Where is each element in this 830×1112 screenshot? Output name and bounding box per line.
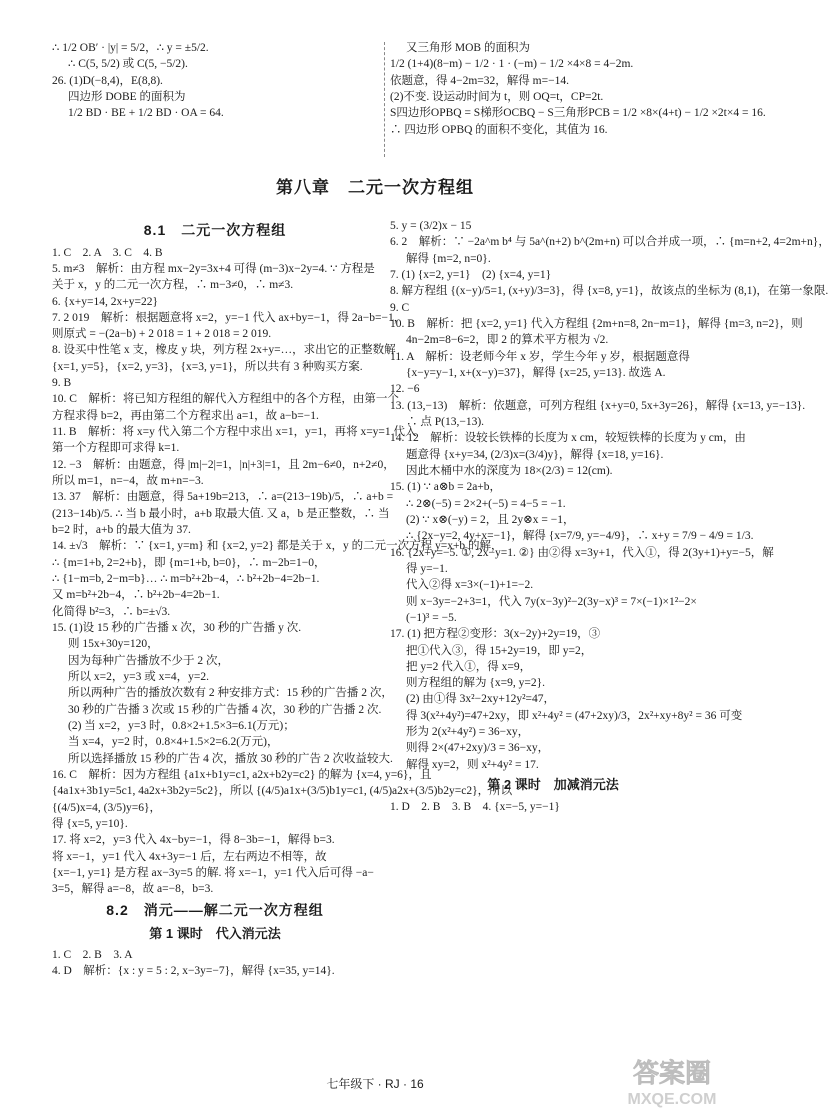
right-top-block [390, 40, 766, 138]
lesson-title-2: 第 2 课时 加减消元法 [487, 777, 619, 793]
svg-text:MXQE.COM: MXQE.COM [627, 1091, 717, 1108]
text-line: (2) 由①得 3x²−2xy+12y²=47， [406, 693, 556, 706]
text-line: 则 15x+30y=120， [68, 638, 159, 651]
text-line: 26. (1)D(−8,4)，E(8,8). [52, 74, 163, 87]
text-line: 解得 xy=2，则 x²+4y² = 17. [406, 758, 539, 771]
answers-8-2-right [390, 799, 716, 815]
text-line: 13. (13,−13) 解析：依题意，可列方程组 {x+y=0, 5x+3y=26}，解得 {x=13, y=−13}. [390, 399, 806, 412]
text-line: 6. {x+y=14, 2x+y=22} [52, 295, 158, 308]
text-line: (2) 当 x=2，y=3 时，0.8×2+1.5×3=6.1(万元)； [68, 720, 295, 733]
section-title-8-1: 8.1 二元一次方程组 [143, 221, 287, 238]
text-line: 1/2 (1+4)(8−m) − 1/2 · 1 · (−m) − 1/2 ×4×8 = 4−2m. [390, 58, 634, 71]
text-line: {(4/5)x=4, (3/5)y=6}， [52, 801, 161, 814]
text-line: {x=1, y=5}，{x=2, y=3}，{x=3, y=1}，所以共有 3 种购买方案. [52, 360, 363, 373]
text-line: 15. (1) ∵ a⊗b = 2a+b， [390, 481, 502, 494]
text-line: ∴ 1/2 OB′ · |y| = 5/2，∴ y = ±5/2. [52, 42, 209, 54]
text-line: 12. −3 解析：由题意，得 |m|−2|=1，|n|+3|=1，且 2m−6≠0，n+2≠0， [52, 458, 395, 471]
text-line: 16. C 解析：因为方程组 {a1x+b1y=c1, a2x+b2y=c2} 的解为 {x=4, y=6}，且 [52, 769, 432, 782]
text-line: (2)不变. 设运动时间为 t，则 OQ=t，CP=2t. [390, 90, 604, 103]
text-line: 所以 x=2，y=3 或 x=4，y=2. [68, 671, 209, 684]
text-line: 第一个方程即可求得 k=1. [52, 442, 180, 455]
text-line: 14. ±√3 解析：∵ {x=1, y=m} 和 {x=2, y=2} 都是关于 x，y 的二元一次方程 y=x+b 的解， [52, 540, 503, 553]
text-line: ∴ 四边形 OPBQ 的面积不变化，其值为 16. [390, 123, 608, 136]
text-line: 1/2 BD · BE + 1/2 BD · OA = 64. [68, 107, 224, 120]
text-line: 5. m≠3 解析：由方程 mx−2y=3x+4 可得 (m−3)x−2y=4. ∵ 方程是 [52, 262, 375, 275]
text-line: 又 m=b²+2b−4，∴ b²+2b−4=2b−1. [52, 589, 220, 602]
lesson-title-1: 第 1 课时 代入消元法 [149, 925, 281, 941]
text-line: 17. 将 x=2，y=3 代入 4x−by=−1，得 8−3b=−1，解得 b=3. [52, 834, 335, 847]
text-line: (−1)³ = −5. [406, 611, 457, 624]
text-line: {x=−1, y=1} 是方程 ax−3y=5 的解. 将 x=−1，y=1 代入后可得 −a− [52, 866, 374, 879]
text-line: 17. (1) 把方程②变形：3(x−2y)+2y=19，③ [390, 628, 601, 641]
text-line: 1. C 2. B 3. A [52, 948, 133, 961]
text-line: 则方程组的解为 {x=9, y=2}. [406, 677, 546, 690]
text-line: 因此木桶中水的深度为 18×(2/3) = 12(cm). [406, 464, 613, 477]
column-divider [384, 42, 385, 157]
answers-8-2-left [52, 947, 378, 980]
text-line: 10. B 解析：把 {x=2, y=1} 代入方程组 {2m+n=8, 2n−m=1}，解得 {m=3, n=2}，则 [390, 317, 803, 330]
text-line: ∴ {m=1+b, 2=2+b}，即 {m=1+b, b=0}，∴ m−2b=1−0， [52, 556, 326, 569]
text-line: 则 x−3y=−2+3=1，代入 7y(x−3y)²−2(3y−x)³ = 7×(−1)×1²−2× [406, 595, 697, 608]
text-line: 四边形 DOBE 的面积为 [68, 90, 186, 103]
text-line: 所以两种广告的播放次数有 2 种安排方式：15 秒的广告播 2 次， [68, 687, 393, 700]
text-line: 当 x=4，y=2 时，0.8×4+1.5×2=6.2(万元)， [68, 736, 279, 749]
text-line: 所以 m=1，n=−4，故 m+n=−3. [52, 475, 204, 488]
text-line: 代入②得 x=3×(−1)+1=−2. [406, 579, 534, 592]
text-line: (2) ∵ x⊗(−y) = 2，且 2y⊗x = −1， [406, 513, 575, 526]
text-line: 则得 2×(47+2xy)/3 = 36−xy， [406, 742, 550, 755]
text-line: 把 y=2 代入①，得 x=9， [406, 660, 532, 673]
spacer [52, 122, 378, 218]
text-line: 得 y=−1. [406, 562, 448, 575]
text-line: 3=5，解得 a=−8，故 a=−8，b=3. [52, 883, 214, 896]
text-line: 因为每种广告播放不少于 2 次， [68, 654, 229, 667]
text-line: 9. B [52, 377, 72, 390]
text-line: 又三角形 MOB 的面积为 [406, 42, 530, 54]
text-line: 8. 设买中性笔 x 支，橡皮 y 块，列方程 2x+y=…，求出它的正整数解 [52, 344, 396, 357]
text-line: ∴ {1−m=b, 2−m=b}… ∴ m=b²+2b−4，∴ b²+2b−4=2b−1. [52, 573, 320, 586]
page-footer: 七年级下 · RJ · 16 [326, 1077, 424, 1091]
text-line: 11. B 解析：将 x=y 代入第二个方程中求出 x=1，y=1，再将 x=y=1 代入 [52, 426, 417, 439]
text-line: 6. 2 解析：∵ −2a^m b⁴ 与 5a^(n+2) b^(2m+n) 可以合并成一项，∴ {m=n+2, 4=2m+n}， [390, 236, 830, 249]
text-line: 1. C 2. A 3. C 4. B [52, 246, 163, 259]
text-line: 得 3(x²+4y²)=47+2xy，即 x²+4y² = (47+2xy)/3，2x²+xy+8y² = 36 可变 [406, 709, 743, 722]
watermark-logo [602, 1048, 742, 1110]
answers-8-1-right [390, 218, 830, 773]
text-line: ∴ 2⊗(−5) = 2×2+(−5) = 4−5 = −1. [406, 497, 566, 510]
text-line: ∴ {2x−y=2, 4y+x=−1}，解得 {x=7/9, y=−4/9}，∴ x+y = 7/9 − 4/9 = 1/3. [406, 530, 754, 543]
text-line: 关于 x，y 的二元一次方程，∴ m−3≠0，∴ m≠3. [52, 279, 294, 292]
section-title-8-2: 8.2 消元——解二元一次方程组 [106, 901, 324, 918]
text-line: 15. (1)设 15 秒的广告播 x 次，30 秒的广告播 y 次. [52, 622, 302, 635]
text-line: S四边形OPBQ = S梯形OCBQ − S三角形PCB = 1/2 ×8×(4+t) − 1/2 ×2t×4 = 16. [390, 107, 766, 120]
text-line: b=2 时，a+b 的最大值为 37. [52, 524, 191, 537]
text-line: {x−y=y−1, x+(x−y)=37}，解得 {x=25, y=13}. 故选 A. [406, 366, 666, 379]
text-line: 题意得 {x+y=34, (2/3)x=(3/4)y}，解得 {x=18, y=16}. [406, 448, 664, 461]
text-line: 化简得 b²=3，∴ b=±√3. [52, 605, 171, 618]
text-line: 则原式 = −(2a−b) + 2 018 = 1 + 2 018 = 2 019. [52, 328, 272, 341]
text-line: 形为 2(x²+4y²) = 36−xy， [406, 726, 530, 739]
text-line: 10. C 解析：将已知方程组的解代入方程组中的各个方程，由第一个 [52, 393, 399, 406]
chapter-title: 第八章 二元一次方程组 [276, 178, 474, 197]
text-line: 14. 12 解析：设较长铁棒的长度为 x cm，较短铁棒的长度为 y cm，由 [390, 432, 746, 445]
text-line: 8. 解方程组 {(x−y)/5=1, (x+y)/3=3}，得 {x=8, y=1}，故该点的坐标为 (8,1)，在第一象限. [390, 285, 829, 298]
text-line: ∴ C(5, 5/2) 或 C(5, −5/2). [68, 58, 188, 71]
text-line: 11. A 解析：设老师今年 x 岁，学生今年 y 岁，根据题意得 [390, 350, 690, 363]
left-top-block [52, 40, 378, 122]
text-line: 方程求得 b=2，再由第二个方程求出 a=1，故 a−b=−1. [52, 409, 319, 422]
text-line: 依题意，得 4−2m=32，解得 m=−14. [390, 74, 569, 87]
text-line: 所以选择播放 15 秒的广告 4 次，播放 30 秒的广告 2 次收益较大. [68, 752, 393, 765]
text-line: 12. −6 [390, 383, 420, 396]
text-line: 1. D 2. B 3. B 4. {x=−5, y=−1} [390, 800, 560, 813]
text-line: 30 秒的广告播 3 次或 15 秒的广告播 4 次，30 秒的广告播 2 次. [68, 703, 382, 716]
text-line: 16. {2x+y=−5. ①, 2x−y=1. ②} 由②得 x=3y+1，代入①，得 2(3y+1)+y=−5，解 [390, 546, 774, 559]
text-line: 7. (1) {x=2, y=1} (2) {x=4, y=1} [390, 268, 552, 281]
text-line: 5. y = (3/2)x − 15 [390, 219, 472, 232]
svg-text:答案圈: 答案圈 [632, 1058, 712, 1088]
text-line: 把①代入③，得 15+2y=19，即 y=2， [406, 644, 593, 657]
text-line: 解得 {m=2, n=0}. [406, 252, 491, 265]
text-line: 得 {x=5, y=10}. [52, 818, 128, 830]
text-line: 4n−2m=8−6=2，即 2 的算术平方根为 √2. [406, 334, 609, 347]
text-line: 9. C [390, 301, 410, 314]
text-line: 7. 2 019 解析：根据题意将 x=2，y=−1 代入 ax+by=−1，得 2a−b=−1， [52, 311, 406, 324]
text-line: 4. D 解析：{x : y = 5 : 2, x−3y=−7}，解得 {x=35, y=14}. [52, 965, 335, 978]
text-line: 将 x=−1，y=1 代入 4x+3y=−1 后，左右两边不相等，故 [52, 850, 327, 863]
text-line: 13. 37 解析：由题意，得 5a+19b=213，∴ a=(213−19b)/5，∴ a+b = [52, 491, 394, 504]
text-line: (213−14b)/5. ∴ 当 b 最小时，a+b 取最大值. 又 a，b 是正整数，∴ 当 [52, 507, 390, 520]
text-line: ∴ 点 P(13,−13). [406, 415, 485, 428]
text-line: {4a1x+3b1y=5c1, 4a2x+3b2y=5c2}，所以 {(4/5)a1x+(3/5)b1y=c1, (4/5)a2x+(3/5)b2y=c2}，所以 [52, 785, 513, 798]
